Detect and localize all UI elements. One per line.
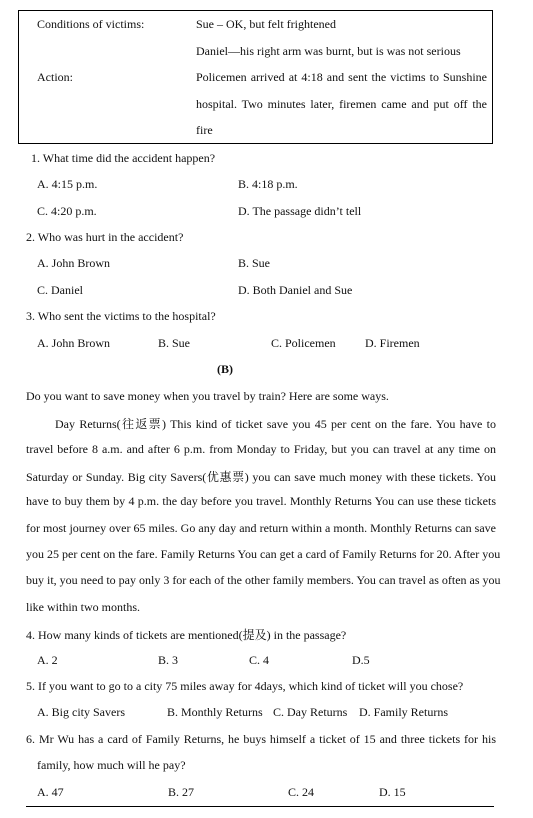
q4-option-b: B. 3	[158, 653, 179, 667]
q3-option-b: B. Sue	[158, 336, 191, 350]
q1-option-b: B. 4:18 p.m.	[238, 177, 298, 191]
q6-option-a: A. 47	[37, 785, 64, 799]
row2-value-c: fire	[196, 123, 213, 137]
q1-option-a: A. 4:15 p.m.	[37, 177, 98, 191]
q2-option-a: A. John Brown	[37, 256, 111, 270]
row1-label: Conditions of victims:	[37, 17, 145, 31]
q5-option-a: A. Big city Savers	[37, 705, 125, 719]
passage-line-6: you 25 per cent on the fare. Family Returns You can get a card of Family Returns for 20. After you	[26, 547, 501, 561]
passage-intro: Do you want to save money when you travel by train? Here are some ways.	[26, 389, 389, 403]
q4-option-a: A. 2	[37, 653, 58, 667]
row1-value-b: Daniel—his right arm was burnt, but is was not serious	[196, 44, 461, 58]
row2-value-a: Policemen arrived at 4:18 and sent the victims to Sunshine	[196, 70, 487, 84]
passage-line-3: Saturday or Sunday. Big city Savers(优惠票) you can save much money with these tickets. You	[26, 470, 496, 484]
q1-option-c: C. 4:20 p.m.	[37, 204, 97, 218]
q4-option-c: C. 4	[249, 653, 270, 667]
passage-line-7: buy it, you need to pay only 3 for each of the other family members. You can travel as often as you	[26, 573, 501, 587]
section-b-heading: (B)	[217, 362, 233, 376]
question-6-line-1: 6. Mr Wu has a card of Family Returns, he buys himself a ticket of 15 and three tickets for his	[26, 732, 496, 746]
q6-option-d: D. 15	[379, 785, 406, 799]
q1-option-d: D. The passage didn’t tell	[238, 204, 362, 218]
q6-option-b: B. 27	[168, 785, 195, 799]
question-5: 5. If you want to go to a city 75 miles away for 4days, which kind of ticket will you chose?	[26, 679, 464, 693]
question-6-line-2: family, how much will he pay?	[37, 758, 186, 772]
passage-line-1: Day Returns(往返票) This kind of ticket save you 45 per cent on the fare. You have to	[55, 417, 496, 431]
q2-option-b: B. Sue	[238, 256, 271, 270]
question-2: 2. Who was hurt in the accident?	[26, 230, 184, 244]
q5-option-c: C. Day Returns	[273, 705, 348, 719]
q5-option-d: D. Family Returns	[359, 705, 448, 719]
question-4: 4. How many kinds of tickets are mentioned(提及) in the passage?	[26, 628, 347, 642]
passage-line-5: for most journey over 65 miles. Go any day and return within a month. Monthly Returns can save	[26, 521, 496, 535]
q2-option-c: C. Daniel	[37, 283, 83, 297]
passage-line-8: like within two months.	[26, 600, 140, 614]
passage-line-4: have to buy them by 4 p.m. the day before you travel. Monthly Returns You can use these tickets	[26, 494, 496, 508]
q6-option-c: C. 24	[288, 785, 315, 799]
q3-option-d: D. Firemen	[365, 336, 420, 350]
question-1: 1. What time did the accident happen?	[31, 151, 216, 165]
q4-option-d: D.5	[352, 653, 370, 667]
passage-line-2: travel before 8 a.m. and after 6 p.m. from Monday to Friday, but you can travel at any time on	[26, 442, 496, 456]
q2-option-d: D. Both Daniel and Sue	[238, 283, 353, 297]
q3-option-a: A. John Brown	[37, 336, 111, 350]
row2-value-b: hospital. Two minutes later, firemen came and put off the	[196, 97, 487, 111]
q3-option-c: C. Policemen	[271, 336, 336, 350]
q5-option-b: B. Monthly Returns	[167, 705, 263, 719]
question-3: 3. Who sent the victims to the hospital?	[26, 309, 216, 323]
bottom-rule	[26, 806, 494, 807]
row2-label: Action:	[37, 70, 73, 84]
row1-value-a: Sue – OK, but felt frightened	[196, 17, 336, 31]
